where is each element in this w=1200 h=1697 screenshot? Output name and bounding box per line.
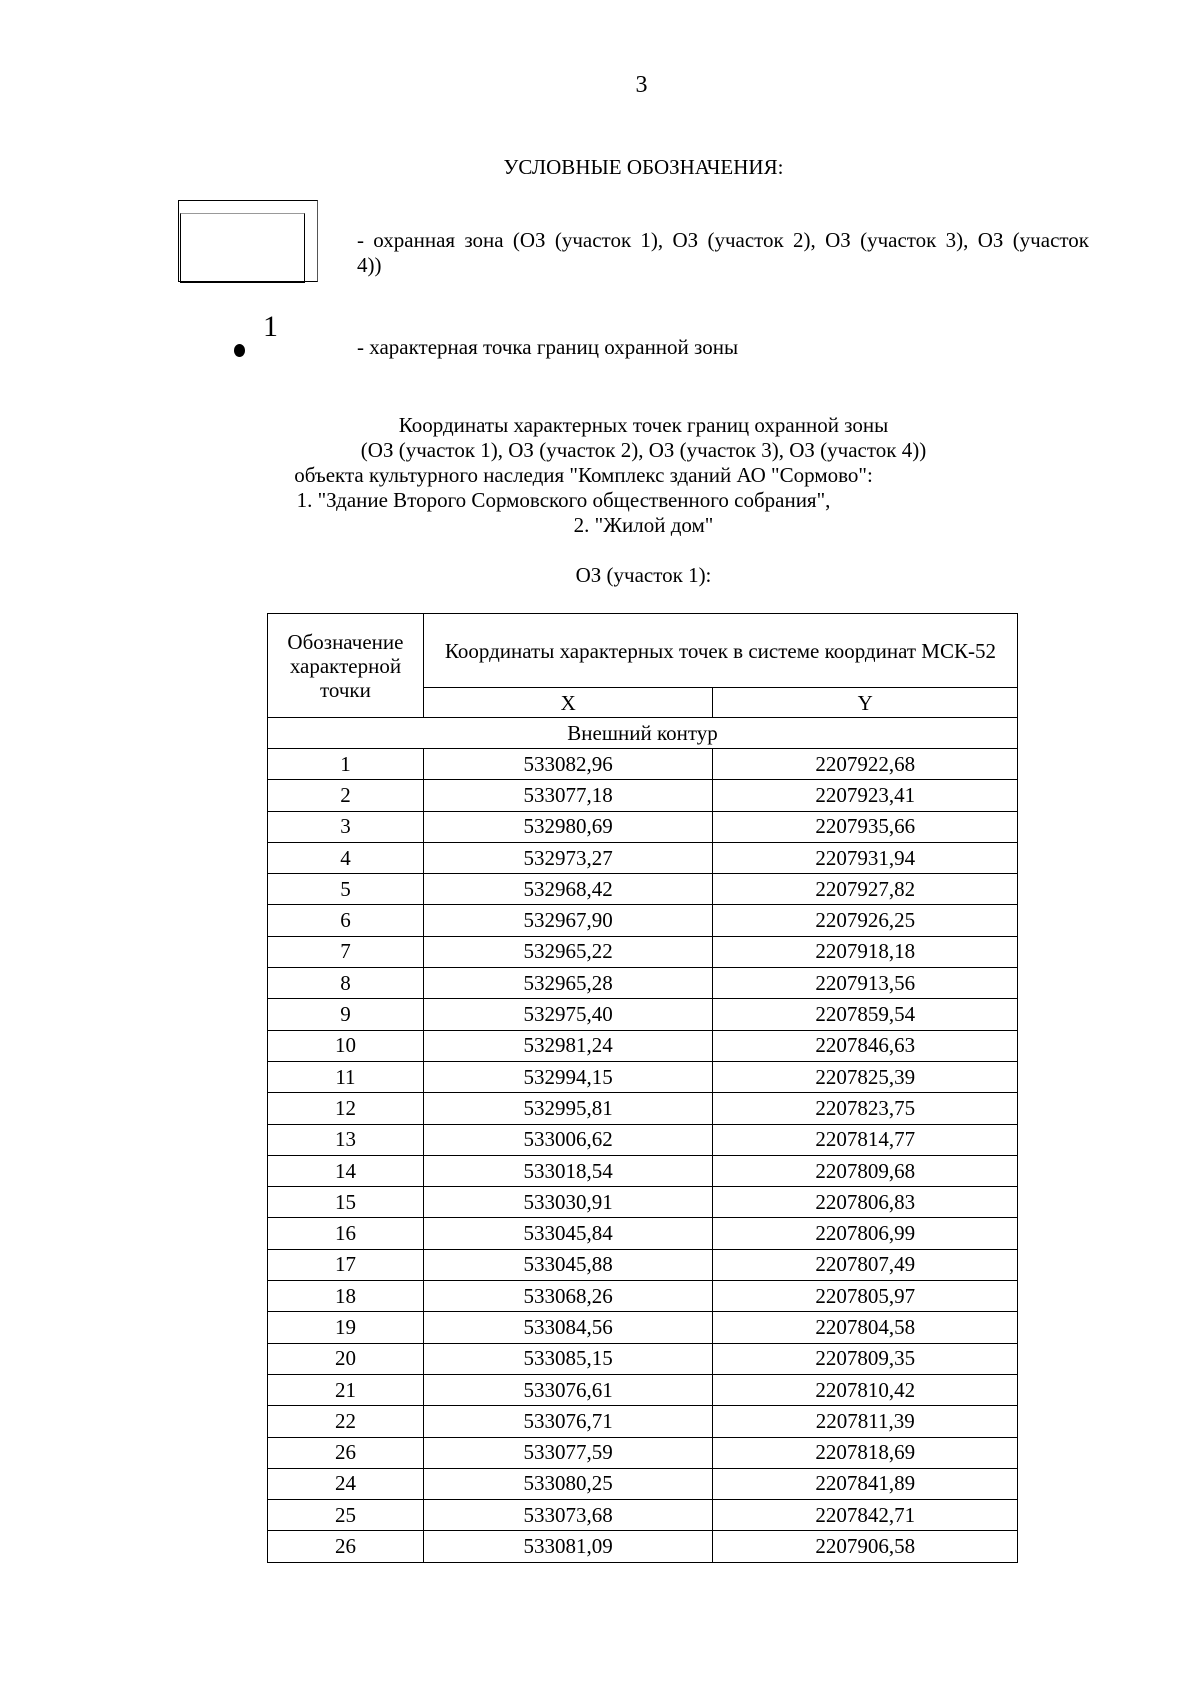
cell-point: 19 [268,1312,424,1343]
title-line: 1. "Здание Второго Сормовского общественного собрания", [296,488,831,512]
cell-point: 24 [268,1468,424,1499]
cell-point: 6 [268,905,424,936]
cell-point: 3 [268,811,424,842]
header-coordinates: Координаты характерных точек в системе координат МСК-52 [423,614,1017,688]
cell-point: 2 [268,780,424,811]
cell-y: 2207926,25 [713,905,1018,936]
table-row [268,1124,1018,1155]
subheader-outer-contour: Внешний контур [268,718,1018,749]
cell-x: 533080,25 [423,1468,713,1499]
header-y: Y [713,688,1018,718]
cell-y: 2207935,66 [713,811,1018,842]
cell-x: 532968,42 [423,874,713,905]
title-line: объекта культурного наследия "Комплекс зданий АО "Сормово": [294,463,873,487]
cell-point: 5 [268,874,424,905]
cell-y: 2207931,94 [713,842,1018,873]
cell-x: 533030,91 [423,1187,713,1218]
table-row [268,780,1018,811]
cell-y: 2207823,75 [713,1093,1018,1124]
cell-point: 26 [268,1437,424,1468]
cell-y: 2207841,89 [713,1468,1018,1499]
cell-x: 533006,62 [423,1124,713,1155]
table-row [268,1343,1018,1374]
table-row [268,1374,1018,1405]
cell-x: 532994,15 [423,1061,713,1092]
table-row [268,1281,1018,1312]
cell-x: 532967,90 [423,905,713,936]
table-row [268,1437,1018,1468]
cell-point: 14 [268,1155,424,1186]
cell-x: 532965,22 [423,936,713,967]
cell-point: 21 [268,1374,424,1405]
cell-x: 533068,26 [423,1281,713,1312]
cell-y: 2207927,82 [713,874,1018,905]
section-title: ОЗ (участок 1): [575,563,712,587]
cell-x: 532980,69 [423,811,713,842]
table-row [268,1531,1018,1562]
cell-y: 2207807,49 [713,1249,1018,1280]
table-row [268,999,1018,1030]
table-row [268,1249,1018,1280]
coordinates-table [267,613,1018,1563]
cell-point: 9 [268,999,424,1030]
cell-y: 2207918,18 [713,936,1018,967]
cell-point: 20 [268,1343,424,1374]
cell-y: 2207846,63 [713,1030,1018,1061]
point-legend-text: - характерная точка границ охранной зоны [357,335,739,359]
cell-x: 532973,27 [423,842,713,873]
cell-x: 533073,68 [423,1500,713,1531]
cell-point: 7 [268,936,424,967]
table-row [268,1061,1018,1092]
cell-y: 2207805,97 [713,1281,1018,1312]
cell-x: 533077,18 [423,780,713,811]
page-number: 3 [635,72,648,98]
table-row [268,1468,1018,1499]
cell-point: 18 [268,1281,424,1312]
title-line: (ОЗ (участок 1), ОЗ (участок 2), ОЗ (участок 3), ОЗ (участок 4)) [360,438,927,462]
cell-y: 2207811,39 [713,1406,1018,1437]
cell-y: 2207804,58 [713,1312,1018,1343]
cell-point: 15 [268,1187,424,1218]
cell-y: 2207806,83 [713,1187,1018,1218]
table-row [268,842,1018,873]
cell-x: 532975,40 [423,999,713,1030]
table-row [268,1312,1018,1343]
cell-x: 533018,54 [423,1155,713,1186]
cell-x: 533084,56 [423,1312,713,1343]
cell-point: 11 [268,1061,424,1092]
table-row [268,874,1018,905]
cell-y: 2207809,35 [713,1343,1018,1374]
cell-point: 4 [268,842,424,873]
cell-y: 2207818,69 [713,1437,1018,1468]
table-row [268,1500,1018,1531]
cell-x: 533077,59 [423,1437,713,1468]
table-row [268,749,1018,780]
cell-point: 1 [268,749,424,780]
cell-y: 2207825,39 [713,1061,1018,1092]
cell-y: 2207806,99 [713,1218,1018,1249]
cell-y: 2207814,77 [713,1124,1018,1155]
cell-x: 532995,81 [423,1093,713,1124]
table-row [268,968,1018,999]
table-row [268,811,1018,842]
cell-y: 2207913,56 [713,968,1018,999]
table-row [268,1187,1018,1218]
point-legend-label: 1 [263,310,278,343]
cell-x: 533085,15 [423,1343,713,1374]
cell-x: 533045,84 [423,1218,713,1249]
cell-point: 16 [268,1218,424,1249]
cell-x: 532981,24 [423,1030,713,1061]
cell-y: 2207842,71 [713,1500,1018,1531]
cell-x: 533045,88 [423,1249,713,1280]
point-dot-icon [234,344,245,357]
table-row [268,936,1018,967]
cell-point: 17 [268,1249,424,1280]
table-row [268,1406,1018,1437]
cell-point: 12 [268,1093,424,1124]
table-row [268,1218,1018,1249]
cell-point: 22 [268,1406,424,1437]
cell-point: 13 [268,1124,424,1155]
cell-y: 2207810,42 [713,1374,1018,1405]
cell-y: 2207923,41 [713,780,1018,811]
cell-y: 2207809,68 [713,1155,1018,1186]
header-point: Обозначение характерной точки [268,614,424,718]
table-row [268,1093,1018,1124]
table-row [268,1155,1018,1186]
cell-y: 2207906,58 [713,1531,1018,1562]
header-x: X [423,688,713,718]
table-row [268,1030,1018,1061]
table-row [268,905,1018,936]
cell-x: 532965,28 [423,968,713,999]
zone-legend-symbol-inner [180,213,305,283]
cell-point: 10 [268,1030,424,1061]
cell-y: 2207859,54 [713,999,1018,1030]
title-line: 2. "Жилой дом" [573,513,714,537]
cell-x: 533081,09 [423,1531,713,1562]
title-line: Координаты характерных точек границ охранной зоны [398,413,889,437]
cell-x: 533082,96 [423,749,713,780]
cell-x: 533076,71 [423,1406,713,1437]
legend-title: УСЛОВНЫЕ ОБОЗНАЧЕНИЯ: [503,155,784,179]
cell-y: 2207922,68 [713,749,1018,780]
cell-x: 533076,61 [423,1374,713,1405]
cell-point: 8 [268,968,424,999]
cell-point: 25 [268,1500,424,1531]
cell-point: 26 [268,1531,424,1562]
zone-legend-text: - охранная зона (ОЗ (участок 1), ОЗ (участок 2), ОЗ (участок 3), ОЗ (участок 4)) [357,228,1089,277]
